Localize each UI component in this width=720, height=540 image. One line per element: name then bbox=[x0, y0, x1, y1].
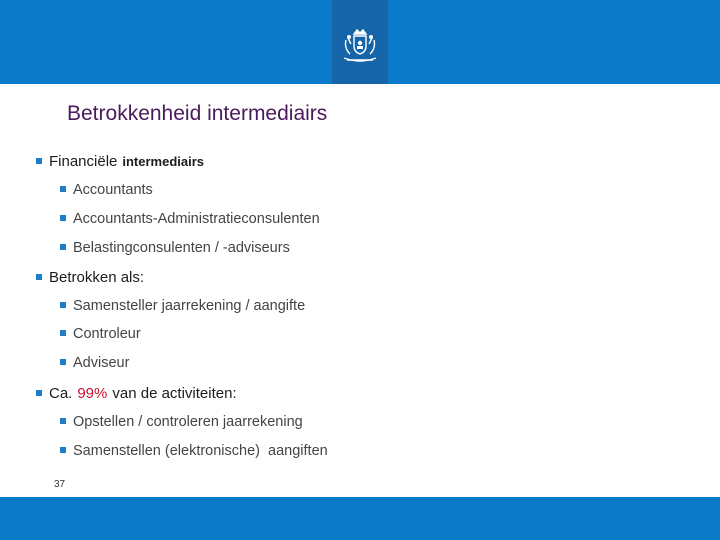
bullet-icon bbox=[60, 359, 66, 365]
list-item-text: Accountants-Administratieconsulenten bbox=[73, 211, 320, 227]
bullet-icon bbox=[60, 447, 66, 453]
section-heading-financial bbox=[36, 153, 204, 170]
list-item-text: Belastingconsulenten / -adviseurs bbox=[73, 240, 290, 256]
list-item-text: Accountants bbox=[73, 182, 153, 198]
bullet-icon bbox=[36, 158, 42, 164]
section-heading-prefix: Ca. bbox=[49, 385, 73, 402]
list-item-text: Controleur bbox=[73, 326, 141, 342]
list-item bbox=[60, 211, 320, 227]
bullet-icon bbox=[60, 215, 66, 221]
bullet-icon bbox=[60, 244, 66, 250]
list-item bbox=[60, 443, 328, 459]
section-heading-text: Financiële bbox=[49, 153, 118, 170]
list-item-text: Opstellen / controleren jaarrekening bbox=[73, 414, 303, 430]
list-item bbox=[60, 182, 153, 198]
list-item-text: Samensteller jaarrekening / aangifte bbox=[73, 298, 306, 314]
percentage-highlight: 99% bbox=[77, 385, 108, 402]
footer-band bbox=[0, 497, 720, 540]
slide-title: Betrokkenheid intermediairs bbox=[67, 102, 328, 125]
list-item-text: Samenstellen (elektronische) aangiften bbox=[73, 443, 328, 459]
section-heading-suffix: intermediairs bbox=[122, 154, 205, 169]
list-item bbox=[60, 298, 305, 314]
bullet-icon bbox=[36, 390, 42, 396]
list-item-text: Adviseur bbox=[73, 355, 130, 371]
list-item bbox=[60, 240, 290, 256]
section-heading-rest: van de activiteiten: bbox=[112, 385, 237, 402]
bullet-icon bbox=[36, 274, 42, 280]
list-item bbox=[60, 326, 141, 342]
section-heading-activities bbox=[36, 385, 237, 402]
section-heading-involved bbox=[36, 269, 144, 286]
list-item bbox=[60, 355, 129, 371]
bullet-icon bbox=[60, 418, 66, 424]
page-number: 37 bbox=[54, 479, 66, 490]
bullet-icon bbox=[60, 330, 66, 336]
list-item bbox=[60, 414, 303, 430]
bullet-icon bbox=[60, 186, 66, 192]
section-heading-text: Betrokken als: bbox=[49, 269, 145, 286]
bullet-icon bbox=[60, 302, 66, 308]
